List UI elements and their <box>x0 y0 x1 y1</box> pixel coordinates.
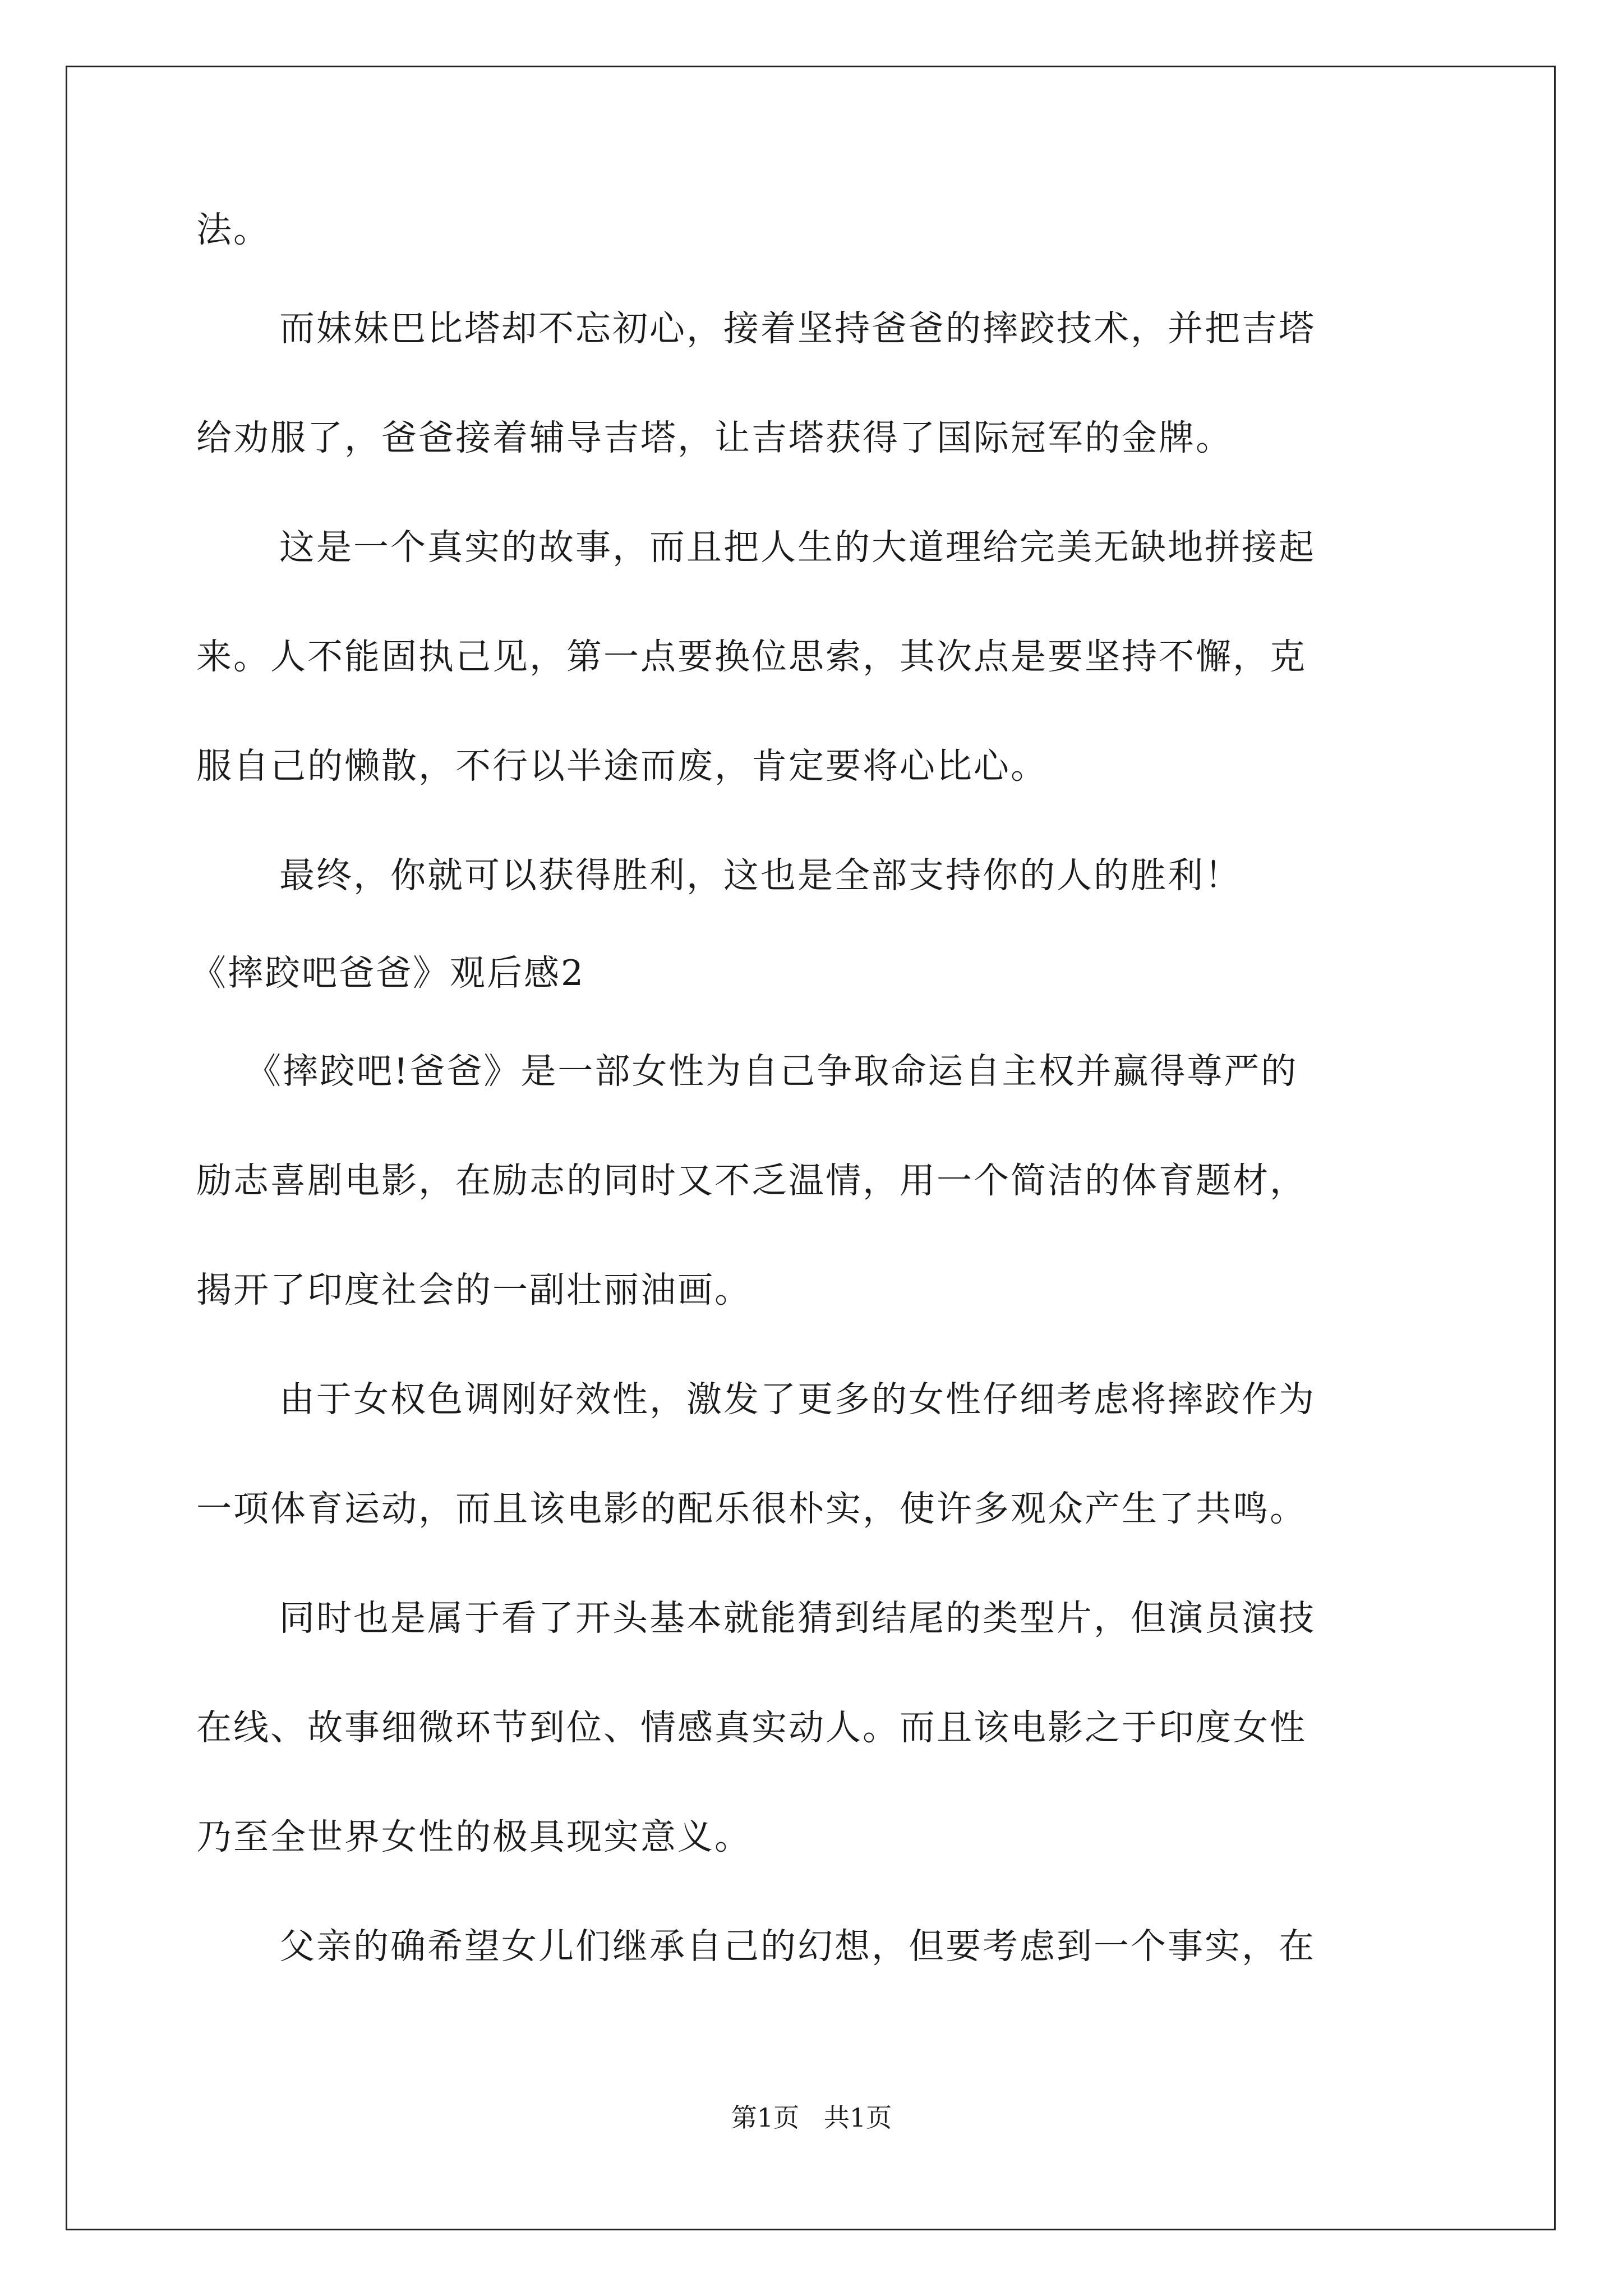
text-line: 而妹妹巴比塔却不忘初心，接着坚持爸爸的摔跤技术，并把吉塔 <box>279 308 1316 349</box>
text-line: 给劝服了，爸爸接着辅导吉塔，让吉塔获得了国际冠军的金牌。 <box>196 417 1233 458</box>
text-line: 最终，你就可以获得胜利，这也是全部支持你的人的胜利！ <box>279 855 1242 896</box>
text-line: 在线、故事细微环节到位、情感真实动人。而且该电影之于印度女性 <box>196 1707 1307 1748</box>
page-footer: 第1页 共1页 <box>731 2102 892 2133</box>
text-line: 来。人不能固执己见，第一点要换位思索，其次点是要坚持不懈，克 <box>196 636 1307 677</box>
text-line: 父亲的确希望女儿们继承自己的幻想，但要考虑到一个事实，在 <box>279 1926 1316 1967</box>
text-line: 《摔跤吧!爸爸》是一部女性为自己争取命运自主权并赢得尊严的 <box>246 1051 1298 1092</box>
section-heading: 《摔跤吧爸爸》观后感2 <box>191 953 585 993</box>
text-line: 这是一个真实的故事，而且把人生的大道理给完美无缺地拼接起 <box>279 527 1316 568</box>
text-line: 服自己的懒散，不行以半途而废，肯定要将心比心。 <box>196 746 1048 786</box>
text-line: 由于女权色调刚好效性，激发了更多的女性仔细考虑将摔跤作为 <box>279 1379 1316 1420</box>
page-border <box>66 66 1556 2230</box>
text-line: 励志喜剧电影，在励志的同时又不乏温情，用一个简洁的体育题材， <box>196 1160 1307 1201</box>
text-line: 揭开了印度社会的一副壮丽油画。 <box>196 1269 751 1310</box>
text-line: 一项体育运动，而且该电影的配乐很朴实，使许多观众产生了共鸣。 <box>196 1488 1307 1529</box>
text-line: 同时也是属于看了开头基本就能猜到结尾的类型片，但演员演技 <box>279 1598 1316 1639</box>
text-line: 乃至全世界女性的极具现实意义。 <box>196 1816 751 1857</box>
text-line: 法。 <box>196 209 270 250</box>
